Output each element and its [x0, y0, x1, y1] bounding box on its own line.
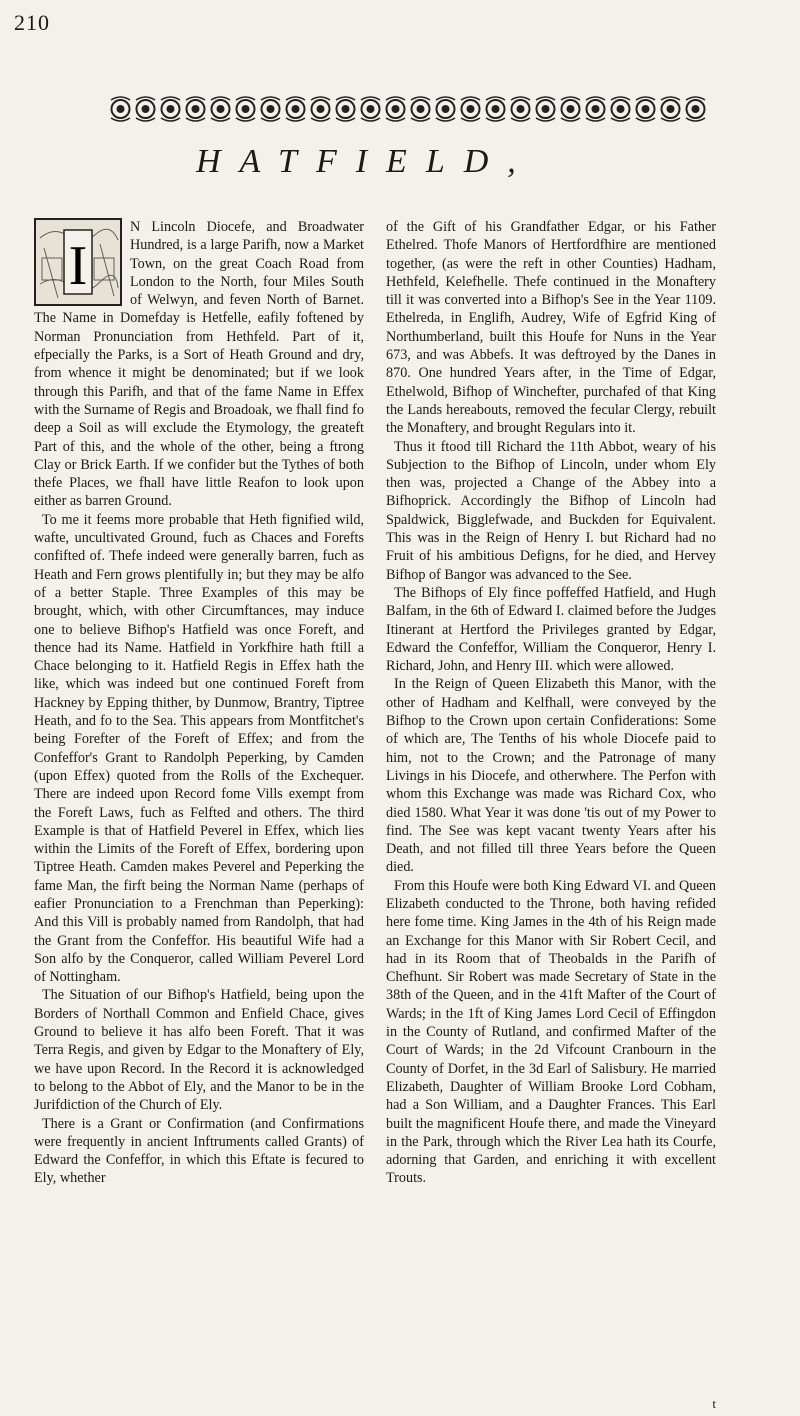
paragraph: There is a Grant or Confirmation (and Confirmations were frequently in ancient Inftruments called Grants) of Edward the Confeffor, in which this Eftate is fecured to Ely, whether: [34, 1115, 364, 1187]
paragraph: Thus it ftood till Richard the 11th Abbot, weary of his Subjection to the Bifhop of Lincoln, under whom Ely then was, projected a Change of the Abbey into a Bifhoprick. Accordingly the Bifhop of Lincoln had Spaldwick, Bigglefwade, and Buckden for Equivalent. This was in the Reign of Henry I. but Richard had no Fruit of his ambitious Defigns, for he died, and Hervey Bifhop of Bangor was advanced to the See.: [386, 438, 716, 583]
paragraph: The Situation of our Bifhop's Hatfield, being upon the Borders of Northall Common and Enfield Chace, gives Ground to believe it has alfo been Foreft. That it was Terra Regis, and given by Edgar to the Monaftery of Ely, we have upon Record. In the Record it is acknowledged to belong to the Abbot of Ely, and the Manor to be in the Jurifdiction of the Church of Ely.: [34, 987, 364, 1114]
drop-cap-icon: [34, 218, 122, 306]
catchword: t: [712, 1396, 716, 1411]
paragraph: From this Houfe were both King Edward VI. and Queen Elizabeth conducted to the Throne, both having refided here fome time. King James in the 4th of his Reign made an Exchange for this Manor with Sir Robert Cecil, and had in its Room that of Theobalds in the Parifh of Chefhunt. Sir Robert was made Secretary of State in the 38th of the Queen, and in the 41ft Mafter of the Court of Wards; in the 1ft of King James Lord Cecil of Effingdon in the County of Rutland, and confirmed Mafter of the Court of Wards; in the 2d Vifcount Cranbourn in the County of Dorfet, in the 3d Earl of Salisbury. He married Elizabeth, Daughter of William Brooke Lord Cobham, had a Son William, and a Daughter Frances. This Earl built the magnificent Houfe there, and made the Vineyard in the Park, through which the River Lea hath its Courfe, adorning that Garden, and enriching it with excellent Trouts.: [386, 877, 716, 1187]
paragraph: N Lincoln Diocefe, and Broadwater Hundred, is a large Parifh, now a Market Town, on the great Coach Road from London to the North, four Miles South of Welwyn, and feven North of Barnet. The Name in Domefday is Hetfelle, eafily foftened by Norman Pronunciation from Hethfeld. Part of it, efpecially the Parks, is a Sort of Heath Ground and dry, from whence it might be denominated; but if we look through this Parifh, and that of the fame Name in Effex with the Surname of Regis and Broadoak, we fhall find fo deep a Soil as will exclude the Etymology, the greateft Part of this, and the whole of the other, being a ftrong Clay or Brick Earth. If we confider but the Tythes of both thefe Places, we fhall have little Reafon to look upon either as barren Ground.: [34, 219, 364, 510]
paragraph: In the Reign of Queen Elizabeth this Manor, with the other of Hadham and Kelfhall, were conveyed by the Bifhop to the Crown upon certain Confiderations: Some of which are, The Tenths of his whole Diocefe paid to him, not to the Crown; and the Patronage of many Livings in his Diocefe, and otherwhere. The Perfon with whom this Exchange was made was Richard Cox, who died 1580. What Year it was done 'tis out of my Power to find. The See was kept vacant twenty Years after his Death, and not filled till three Years before the Queen died.: [386, 676, 716, 876]
ornament-band-icon: [108, 96, 708, 122]
paragraph: of the Gift of his Grandfather Edgar, or his Father Ethelred. Thofe Manors of Hertfordfhire are mentioned together, (as were the reft in other Counties) Hadham, Hethfeld, Kelefhelle. Thefe continued in the Monaftery till it was converted into a Bifhop's See in the Year 1109. Ethelreda, in Englifh, Audrey, Wife of Egfrid King of Northumberland, built this Houfe for Nuns in the Year 673, and was Abbefs. It was deftroyed by the Danes in 870. One hundred Years after, in the Time of Edgar, Ethelwold, Bifhop of Winchefter, purchafed of that King the Lands hereabouts, removed the fecular Clergy, rebuilt the Monaftery, and brought Regulars into it.: [386, 219, 716, 437]
left-column: [34, 218, 364, 1188]
page-number: 210: [14, 10, 50, 35]
svg-text:I: I: [68, 235, 88, 297]
right-column: [386, 218, 716, 1188]
paragraph: To me it feems more probable that Heth fignified wild, wafte, uncultivated Ground, fuch as Chaces and Forefts confifted of. Thefe indeed were generally barren, fuch as Heath and Fern grows plentifully in; but they may be alfo of a better Staple. Three Examples of this may be brought, which, with other Circumftances, may induce one to believe Bifhop's Hatfield was once Foreft, and thence had its Name. Hatfield in Yorkfhire hath ftill a Chace belonging to it. Hatfield Regis in Effex hath the like, which was indeed but one continued Foreft from Hackney by Epping thither, by Dunmow, Brantry, Tiptree Heath, and fo to the Sea. This appears from Montfitchet's being Forefter of the Foreft of Effex; and from the Confeffor's Grant to Randolph Peperking, by Camden (upon Effex) quoted from the Rolls of the Exchequer. There are indeed upon Record fome Vills exempt from the Foreft Laws, fuch as Felfted and others. The third Example is that of Hatfield Peverel in Effex, which lies within the Limits of the Foreft of Effex, bordering upon Tiptree Heath. Camden makes Peverel and Peperking the fame Man, the firft being the Norman Name (perhaps of eafier Pronunciation to a Frenchman than Peperking): And this Vill is probably named from Randolph, that had the Grant from the Confeffor. His beautiful Wife had a Son alfo by the Conqueror, called William Peverel Lord of Nottingham.: [34, 511, 364, 986]
page-title: HATFIELD,: [196, 143, 535, 180]
paragraph: The Bifhops of Ely fince poffeffed Hatfield, and Hugh Balfam, in the 6th of Edward I. claimed before the Judges Itinerant at Hertford the Privileges granted by Edgar, Edward the Confeffor, William the Conqueror, Henry I. Richard, John, and Henry III. which were allowed.: [386, 584, 716, 675]
